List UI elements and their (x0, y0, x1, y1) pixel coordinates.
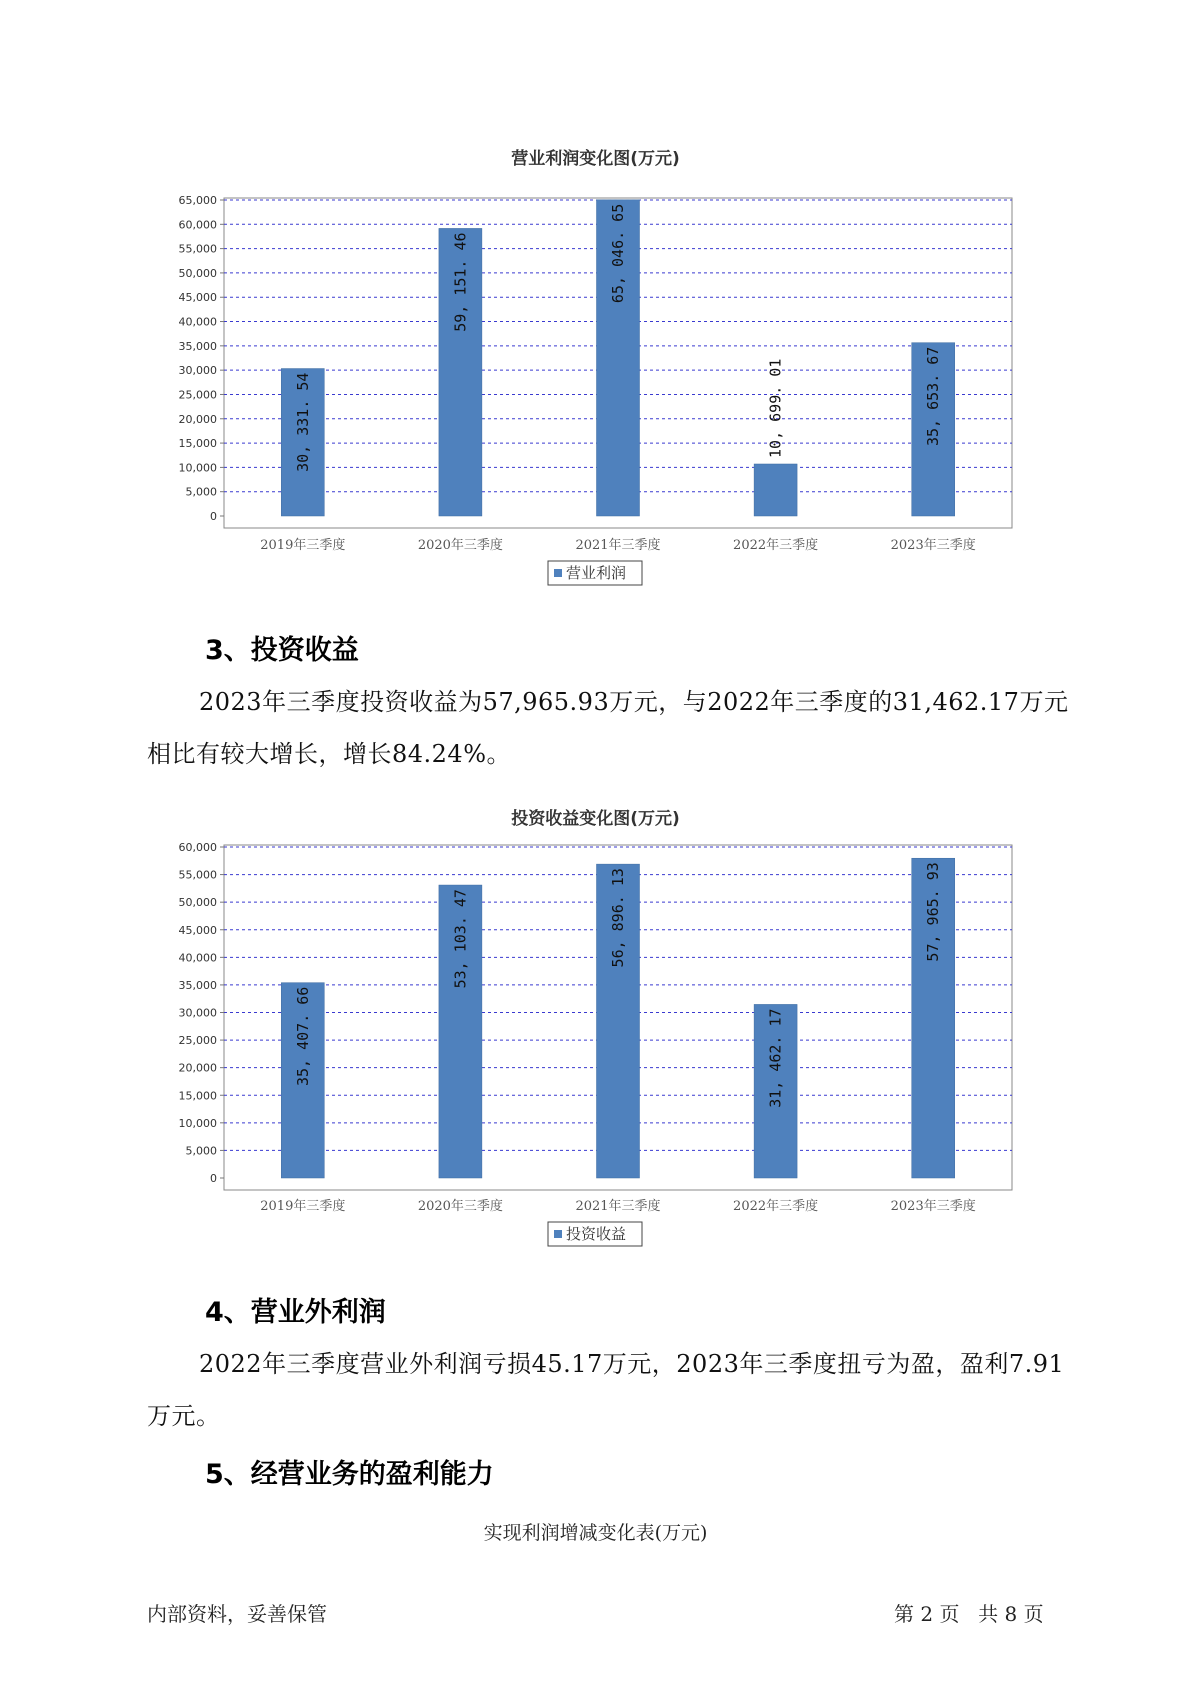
bar-value-label: 57, 965. 93 (924, 862, 943, 962)
y-tick-label: 30,000 (178, 1006, 217, 1020)
footer-page-number: 第 2 页 (894, 1602, 960, 1626)
x-category-label: 2020年三季度 (417, 1199, 503, 1214)
y-tick-label: 60,000 (178, 218, 217, 232)
section-text-non-operating (147, 1338, 1077, 1442)
x-category-label: 2019年三季度 (260, 1199, 346, 1214)
section-heading-investment: 3、投资收益 (205, 635, 359, 666)
y-tick-label: 65,000 (178, 194, 217, 207)
x-category-label: 2023年三季度 (890, 538, 976, 553)
y-tick-label: 15,000 (178, 437, 217, 451)
y-tick-label: 25,000 (178, 388, 217, 402)
y-tick-label: 35,000 (178, 339, 217, 353)
bar-value-label: 30, 331. 54 (293, 372, 312, 472)
bar-value-label: 31, 462. 17 (766, 1008, 785, 1108)
y-tick-label: 60,000 (178, 841, 217, 854)
legend-swatch (554, 1230, 562, 1238)
y-tick-label: 35,000 (178, 978, 217, 992)
bar-value-label: 35, 653. 67 (924, 346, 943, 447)
legend-label: 营业利润 (566, 564, 627, 582)
non-operating-text: 2022年三季度营业外利润亏损45.17万元，2023年三季度扭亏为盈，盈利7.91万元。 (147, 1350, 1065, 1430)
y-tick-label: 50,000 (178, 896, 217, 910)
x-category-label: 2022年三季度 (733, 538, 819, 553)
bar-value-label: 59, 151. 46 (451, 232, 470, 332)
x-category-label: 2020年三季度 (417, 538, 503, 553)
y-tick-label: 40,000 (178, 951, 217, 965)
y-tick-label: 55,000 (178, 242, 217, 256)
table-caption: 实现利润增减变化表(万元) (483, 1522, 708, 1544)
y-tick-label: 15,000 (178, 1089, 217, 1103)
footer-page-info (894, 1598, 1050, 1627)
y-tick-label: 45,000 (178, 923, 217, 937)
section-heading-non-operating: 4、营业外利润 (205, 1297, 386, 1328)
footer-total-pages: 共 8 页 (978, 1602, 1044, 1626)
chart-title-investment-income: 投资收益变化图(万元) (511, 809, 680, 829)
y-tick-label: 20,000 (178, 412, 217, 426)
bar-value-label: 56, 896. 13 (609, 868, 627, 968)
section-heading-profitability: 5、经营业务的盈利能力 (205, 1459, 494, 1490)
y-tick-label: 40,000 (178, 315, 217, 329)
bar-value-label: 10, 699. 01 (766, 358, 785, 458)
chart-title-operating-profit: 营业利润变化图(万元) (511, 149, 680, 169)
x-category-label: 2022年三季度 (733, 1199, 819, 1214)
legend-label: 投资收益 (566, 1225, 627, 1243)
y-tick-label: 5,000 (185, 1144, 217, 1158)
x-category-label: 2023年三季度 (890, 1199, 976, 1214)
y-tick-label: 0 (210, 1172, 217, 1185)
footer-confidential-note: 内部资料，妥善保管 (147, 1602, 327, 1626)
y-tick-label: 50,000 (178, 266, 217, 280)
y-tick-label: 5,000 (185, 485, 217, 499)
bar-value-label: 65, 046. 65 (609, 203, 627, 304)
bar-value-label: 35, 407. 66 (293, 986, 312, 1087)
y-tick-label: 20,000 (178, 1061, 217, 1075)
y-tick-label: 30,000 (178, 364, 217, 378)
y-tick-label: 25,000 (178, 1034, 217, 1048)
x-category-label: 2021年三季度 (575, 1199, 661, 1214)
y-tick-label: 10,000 (178, 461, 217, 475)
x-category-label: 2019年三季度 (260, 538, 346, 553)
bar-value-label: 53, 103. 47 (451, 889, 470, 989)
y-tick-label: 10,000 (178, 1116, 217, 1130)
x-category-label: 2021年三季度 (575, 538, 661, 553)
y-tick-label: 55,000 (178, 868, 217, 882)
investment-text: 2023年三季度投资收益为57,965.93万元，与2022年三季度的31,462.17万元相比有较大增长，增长84.24%。 (147, 688, 1069, 768)
y-tick-label: 45,000 (178, 291, 217, 305)
y-tick-label: 0 (210, 510, 217, 523)
